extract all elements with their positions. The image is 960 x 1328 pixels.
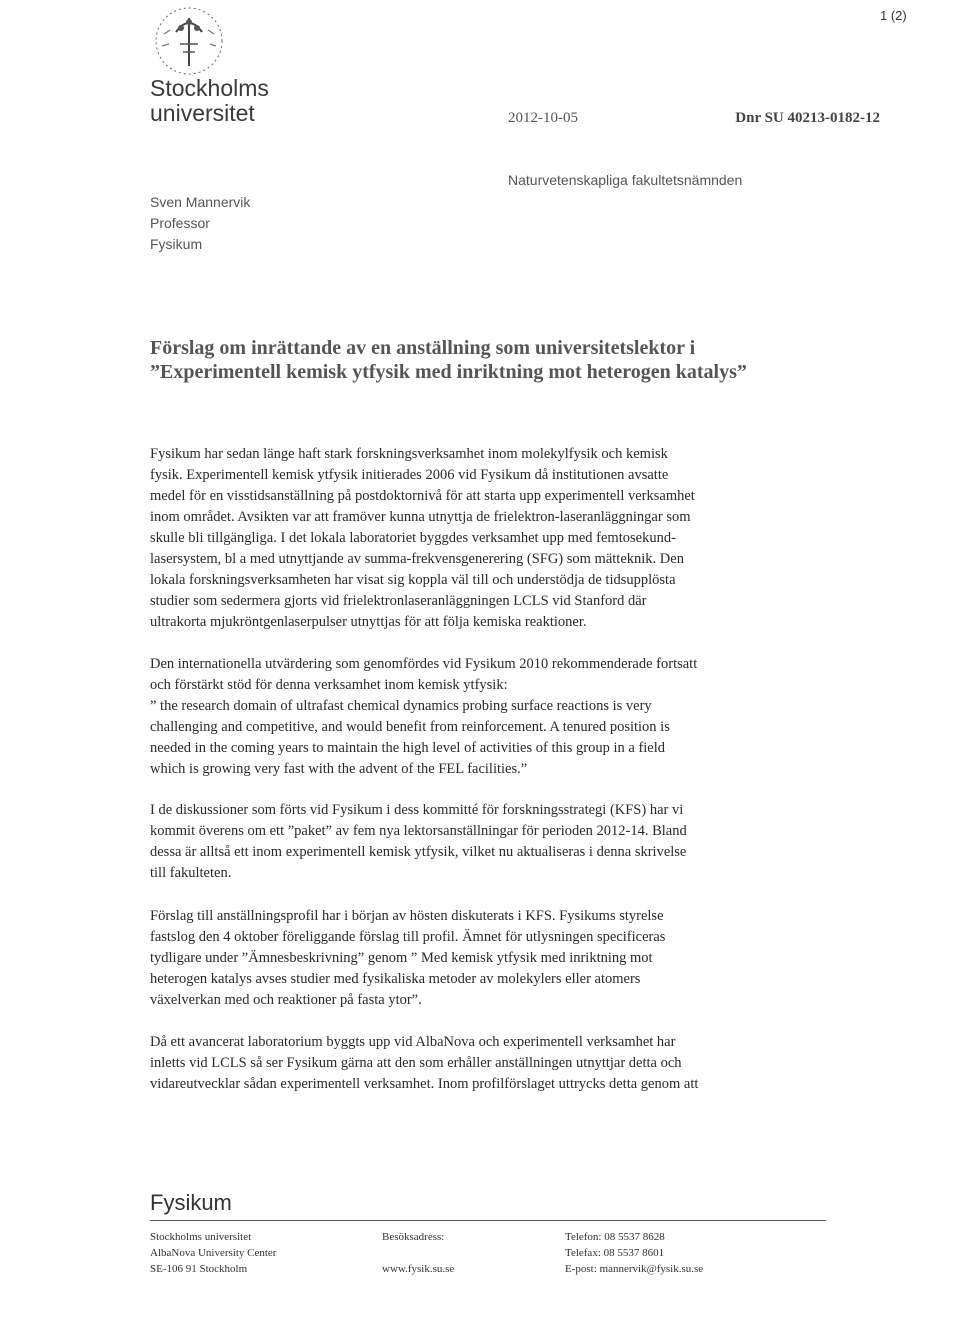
line: fysik. Experimentell kemisk ytfysik initierades 2006 vid Fysikum då institutionen avsatte: [150, 467, 669, 483]
line: lasersystem, bl a med utnyttjande av summa-frekvensgenerering (SFG) som mätteknik. Den: [150, 551, 684, 567]
line: ultrakorta mjukröntgenlaserpulser utnyttjas för att följa kemiska reaktioner.: [150, 614, 587, 630]
recipient: Naturvetenskapliga fakultetsnämnden: [508, 172, 743, 188]
organization-name-line1: Stockholms: [150, 75, 269, 101]
footer-visit-blank: [382, 1245, 454, 1261]
line: växelverkan med och reaktioner på fasta ytor”.: [150, 992, 422, 1008]
line: I de diskussioner som förts vid Fysikum i dess kommitté för forskningsstrategi (KFS) har vi: [150, 802, 684, 818]
footer-address-line: AlbaNova University Center: [150, 1247, 277, 1259]
university-seal-logo: [150, 4, 228, 78]
footer-address-line: SE-106 91 Stockholm: [150, 1263, 248, 1275]
footer-address: [150, 1229, 276, 1277]
line: inletts vid LCLS så ser Fysikum gärna att den som erhåller anställningen utnyttjar detta och: [150, 1055, 682, 1071]
line: kommit överens om ett ”paket” av fem nya lektorsanställningar för perioden 2012-14. Bland: [150, 823, 687, 839]
document-heading: Förslag om inrättande av en anställning som universitetslektor i ”Experimentell kemisk ytfysik med inriktning mot heterogen katalys”: [150, 337, 747, 383]
line: Den internationella utvärdering som genomfördes vid Fysikum 2010 rekommenderade fortsatt: [150, 656, 698, 672]
paragraph-1: [150, 444, 830, 633]
organization-name: [150, 76, 269, 126]
line: vidareutvecklar sådan experimentell verksamhet. Inom profilförslaget uttrycks detta genom att: [150, 1076, 699, 1092]
footer-email-link[interactable]: E-post: mannervik@fysik.su.se: [565, 1263, 704, 1275]
paragraph-3: [150, 800, 830, 884]
sender-name: Sven Mannervik: [150, 194, 251, 210]
line: lokala forskningsverksamheten har visat sig koppla väl till och understödja de tidsupplösta: [150, 572, 676, 588]
line: challenging and competitive, and would benefit from reinforcement. A tenured position is: [150, 719, 670, 735]
footer-address-line: Stockholms universitet: [150, 1231, 252, 1243]
organization-name-line2: universitet: [150, 100, 255, 126]
footer-visit-label: Besöksadress:: [382, 1231, 445, 1243]
sender-title: Professor: [150, 215, 210, 231]
document-reference: Dnr SU 40213-0182-12: [735, 110, 880, 126]
page-number: 1 (2): [880, 8, 907, 23]
line: Förslag till anställningsprofil har i början av hösten diskuterats i KFS. Fysikums styrelse: [150, 908, 664, 924]
line: Fysikum har sedan länge haft stark forskningsverksamhet inom molekylfysik och kemisk: [150, 446, 668, 462]
footer-website-link[interactable]: www.fysik.su.se: [382, 1263, 455, 1275]
footer-visit: [382, 1229, 454, 1277]
line: which is growing very fast with the advent of the FEL facilities.”: [150, 761, 528, 777]
line: heterogen katalys avses studier med fysikaliska metoder av molekylers eller atomers: [150, 971, 641, 987]
line: ” the research domain of ultrafast chemical dynamics probing surface reactions is very: [150, 698, 652, 714]
paragraph-5: [150, 1032, 830, 1095]
line: dessa är alltså ett inom experimentell kemisk ytfysik, vilket nu aktualiseras i denna skrivelse: [150, 844, 687, 860]
footer-fax: Telefax: 08 5537 8601: [565, 1247, 665, 1259]
line: fastslog den 4 oktober föreliggande förslag till profil. Ämnet för utlysningen specificeras: [150, 929, 666, 945]
line: Då ett avancerat laboratorium byggts upp vid AlbaNova och experimentell verksamhet har: [150, 1034, 676, 1050]
line: inom området. Avsikten var att framöver kunna utnyttja de frielektron-laseranläggningar som: [150, 509, 691, 525]
line: till fakulteten.: [150, 865, 232, 881]
line: skulle bli tillgängliga. I det lokala laboratoriet byggdes verksamhet upp med femtosekund-: [150, 530, 676, 546]
footer-phone: Telefon: 08 5537 8628: [565, 1231, 665, 1243]
paragraph-2: [150, 654, 830, 780]
sender-department: Fysikum: [150, 236, 203, 252]
line: medel för en visstidsanställning på postdoktornivå för att starta upp experimentell verksamhet: [150, 488, 695, 504]
paragraph-4: [150, 906, 830, 1011]
line: studier som sedermera gjorts vid frielektronlaseranläggningen LCLS vid Stanford där: [150, 593, 647, 609]
line: tydligare under ”Ämnesbeskrivning” genom ” Med kemisk ytfysik med inriktning mot: [150, 950, 653, 966]
footer-contact: [565, 1229, 703, 1277]
footer-divider: [150, 1220, 826, 1221]
line: och förstärkt stöd för denna verksamhet inom kemisk ytfysik:: [150, 677, 508, 693]
line: needed in the coming years to maintain the high level of activities of this group in a field: [150, 740, 666, 756]
sender-block: [150, 192, 250, 255]
footer-department-title: Fysikum: [150, 1190, 232, 1215]
document-date: 2012-10-05: [508, 110, 578, 126]
